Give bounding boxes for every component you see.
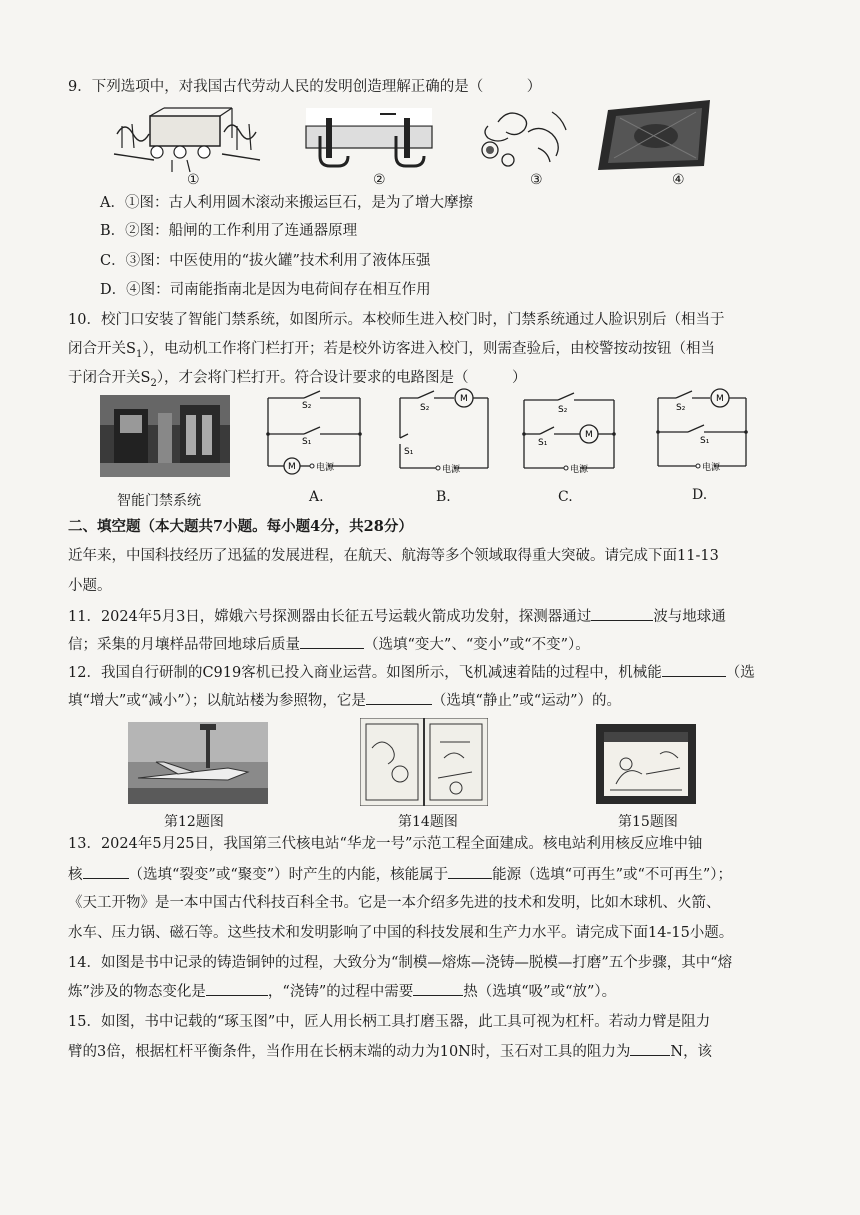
svg-text:M: M — [460, 394, 468, 404]
q9-image-cupping — [468, 102, 578, 170]
answer-blank — [591, 606, 653, 621]
q12-line-2: 填“增大”或“减小”）；以航站楼为参照物，它是 （选填“静止”或“运动”）的。 — [68, 690, 621, 711]
q10-choice-a: A. — [309, 489, 324, 505]
q12-line-1: 12．我国自行研制的C919客机已投入商业运营。如图所示，飞机减速着陆的过程中，机械能 （选 — [68, 662, 755, 683]
q14-image-bell-casting — [360, 718, 488, 806]
q14-line-1: 14．如图是书中记录的铸造铜钟的过程，大致分为“制模—熔炼—浇铸—脱模—打磨”五个步骤，其中“熔 — [68, 955, 733, 971]
section-intro-line-1: 近年来，中国科技经历了迅猛的发展进程，在航天、航海等多个领域取得重大突破。请完成下面11-13 — [68, 548, 719, 564]
q13-line-1: 13．2024年5月25日，我国第三代核电站“华龙一号”示范工程全面建成。核电站利用核反应堆中铀 — [68, 836, 703, 852]
svg-text:M: M — [716, 394, 724, 404]
answer-blank — [300, 634, 364, 649]
q10-photo-caption: 智能门禁系统 — [117, 493, 201, 509]
svg-text:S₁: S₁ — [302, 437, 312, 447]
q9-option-d: D．④图：司南能指南北是因为电荷间存在相互作用 — [100, 282, 431, 298]
q10-image-smart-gate — [100, 395, 230, 477]
q10-choice-b: B. — [436, 489, 451, 505]
answer-blank — [630, 1041, 670, 1056]
svg-text:电源: 电源 — [316, 463, 335, 473]
q11-line-1: 11．2024年5月3日，嫦娥六号探测器由长征五号运载火箭成功发射，探测器通过 波与地球通 — [68, 606, 726, 627]
q13-line-2: 核 （选填“裂变”或“聚变”）时产生的内能，核能属于 能源（选填“可再生”或“不可再生”）； — [68, 864, 732, 885]
answer-blank — [366, 690, 432, 705]
q9-option-b: B．②图：船闸的工作利用了连通器原理 — [100, 223, 358, 239]
svg-text:电源: 电源 — [702, 463, 721, 473]
svg-text:S₂: S₂ — [676, 403, 686, 413]
svg-text:M: M — [585, 430, 593, 440]
q10-circuit-b — [394, 388, 494, 482]
answer-blank — [83, 864, 129, 879]
q13-line-3: 《天工开物》是一本中国古代科技百科全书。它是一本介绍多先进的技术和发明，比如木球机、火箭、 — [68, 895, 721, 911]
section-heading: 二、填空题（本大题共7小题。每小题4分，共28分） — [68, 518, 413, 535]
section-intro-line-2: 小题。 — [68, 578, 112, 594]
q9-image-rollers — [112, 104, 262, 174]
q15-line-1: 15．如图，书中记载的“琢玉图”中，匠人用长柄工具打磨玉器，此工具可视为杠杆。若动力臂是阻力 — [68, 1014, 711, 1030]
figure-caption: 第12题图 — [164, 814, 224, 830]
q9-image-ship-lock — [304, 106, 434, 168]
q14-line-2: 炼”涉及的物态变化是 ，“浇铸”的过程中需要 热（选填“吸”或“放”）。 — [68, 981, 616, 1002]
q15-image-jade-carving — [596, 724, 696, 804]
q10-circuit-c — [518, 392, 620, 482]
q9-image-label: ③ — [530, 172, 543, 188]
answer-blank — [448, 864, 492, 879]
figure-caption: 第14题图 — [398, 814, 458, 830]
answer-blank — [662, 662, 726, 677]
q9-stem: 9．下列选项中，对我国古代劳动人民的发明创造理解正确的是（ ） — [68, 79, 542, 95]
svg-text:S₁: S₁ — [538, 438, 548, 448]
q9-option-c: C．③图：中医使用的“拔火罐”技术利用了液体压强 — [100, 253, 431, 269]
svg-text:S₂: S₂ — [302, 401, 312, 411]
q11-line-2: 信；采集的月壤样品带回地球后质量 （选填“变大”、“变小”或“不变”）。 — [68, 634, 590, 655]
q10-line-2: 闭合开关$S_1$），电动机工作将门栏打开；若是校外访客进入校门，则需查验后，由校警按动按钮（相当 — [68, 341, 716, 360]
svg-text:S₁: S₁ — [404, 447, 414, 457]
svg-text:S₂: S₂ — [420, 403, 430, 413]
figure-caption: 第15题图 — [618, 814, 678, 830]
answer-blank — [413, 981, 463, 996]
q9-image-label: ④ — [672, 172, 685, 188]
svg-text:S₁: S₁ — [700, 436, 710, 446]
q9-image-label: ① — [187, 172, 200, 188]
q9-image-label: ② — [373, 172, 386, 188]
q10-choice-c: C. — [558, 489, 573, 505]
q10-choice-d: D. — [692, 487, 708, 503]
svg-text:电源: 电源 — [442, 465, 461, 475]
q13-line-4: 水车、压力锅、磁石等。这些技术和发明影响了中国的科技发展和生产力水平。请完成下面14-15小题。 — [68, 925, 734, 941]
q9-option-a: A．①图：古人利用圆木滚动来搬运巨石，是为了增大摩擦 — [100, 195, 473, 211]
svg-text:电源: 电源 — [570, 465, 589, 475]
q10-circuit-a — [262, 390, 366, 482]
svg-text:M: M — [288, 462, 296, 472]
q10-line-3: 于闭合开关$S_2$），才会将门栏打开。符合设计要求的电路图是（ ） — [68, 370, 527, 389]
q12-image-airplane — [128, 722, 268, 804]
q10-line-1: 10．校门口安装了智能门禁系统，如图所示。本校师生进入校门时，门禁系统通过人脸识别后（相当于 — [68, 312, 725, 328]
q9-image-sinan-compass — [598, 100, 714, 170]
answer-blank — [206, 981, 268, 996]
svg-text:S₂: S₂ — [558, 405, 568, 415]
q10-circuit-d — [652, 388, 752, 480]
q15-line-2: 臂的3倍，根据杠杆平衡条件，当作用在长柄末端的动力为10N时，玉石对工具的阻力为 N，该 — [68, 1041, 712, 1062]
